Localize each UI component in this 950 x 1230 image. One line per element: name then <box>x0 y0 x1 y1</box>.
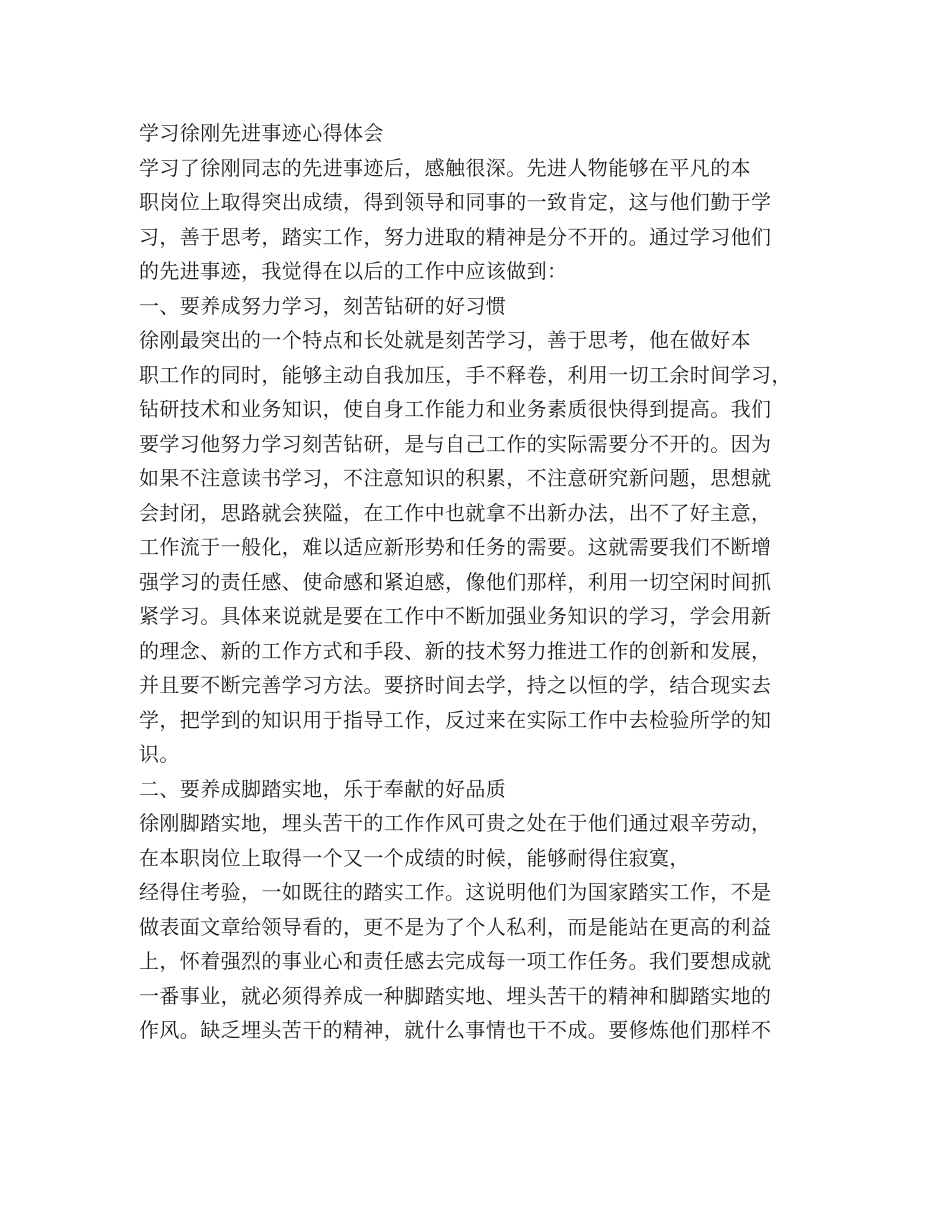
text-line: 在本职岗位上取得一个又一个成绩的时候，能够耐得住寂寞， <box>139 845 690 870</box>
text-line: 工作流于一般化，难以适应新形势和任务的需要。这就需要我们不断增 <box>139 535 772 559</box>
text-line: 并且要不断完善学习方法。要挤时间去学，持之以恒的学，结合现实去 <box>139 673 772 697</box>
text-line: 要学习他努力学习刻苦钻研，是与自己工作的实际需要分不开的。因为 <box>139 431 772 456</box>
section-heading-2: 二、要养成脚踏实地，乐于奉献的好品质 <box>139 776 507 801</box>
text-line: 如果不注意读书学习，不注意知识的积累，不注意研究新问题，思想就 <box>139 466 772 490</box>
text-line: 习，善于思考，踏实工作，努力进取的精神是分不开的。通过学习他们 <box>139 224 772 249</box>
text-line: 上，怀着强烈的事业心和责任感去完成每一项工作任务。我们要想成就 <box>139 949 772 973</box>
text-line: 职工作的同时，能够主动自我加压，手不释卷，利用一切工余时间学习， <box>139 362 792 387</box>
text-line: 徐刚最突出的一个特点和长处就是刻苦学习，善于思考，他在做好本 <box>139 328 751 352</box>
text-line: 学习了徐刚同志的先进事迹后，感触很深。先进人物能够在平凡的本 <box>139 155 751 180</box>
section-heading-1: 一、要养成努力学习，刻苦钻研的好习惯 <box>139 293 507 318</box>
text-line: 作风。缺乏埋头苦干的精神，就什么事情也干不成。要修炼他们那样不 <box>139 1018 772 1042</box>
text-line: 一番事业，就必须得养成一种脚踏实地、埋头苦干的精神和脚踏实地的 <box>139 983 772 1008</box>
document-title: 学习徐刚先进事迹心得体会 <box>139 121 384 145</box>
text-line: 做表面文章给领导看的，更不是为了个人私利，而是能站在更高的利益 <box>139 914 772 939</box>
text-line: 徐刚脚踏实地，埋头苦干的工作作风可贵之处在于他们通过艰辛劳动， <box>139 811 772 835</box>
text-line: 学，把学到的知识用于指导工作，反过来在实际工作中去检验所学的知 <box>139 707 772 732</box>
text-line: 职岗位上取得突出成绩，得到领导和同事的一致肯定，这与他们勤于学 <box>139 190 772 214</box>
text-line: 强学习的责任感、使命感和紧迫感，像他们那样，利用一切空闲时间抓 <box>139 569 772 594</box>
text-line: 的先进事迹，我觉得在以后的工作中应该做到： <box>139 259 568 283</box>
document-body <box>139 116 829 1048</box>
text-line: 钻研技术和业务知识，使自身工作能力和业务素质很快得到提高。我们 <box>139 397 772 421</box>
text-line: 紧学习。具体来说就是要在工作中不断加强业务知识的学习，学会用新 <box>139 604 772 628</box>
text-line: 会封闭，思路就会狭隘，在工作中也就拿不出新办法，出不了好主意， <box>139 500 772 525</box>
text-line: 的理念、新的工作方式和手段、新的技术努力推进工作的创新和发展， <box>139 638 772 663</box>
text-line: 识。 <box>139 742 180 766</box>
text-line: 经得住考验，一如既往的踏实工作。这说明他们为国家踏实工作，不是 <box>139 880 772 904</box>
